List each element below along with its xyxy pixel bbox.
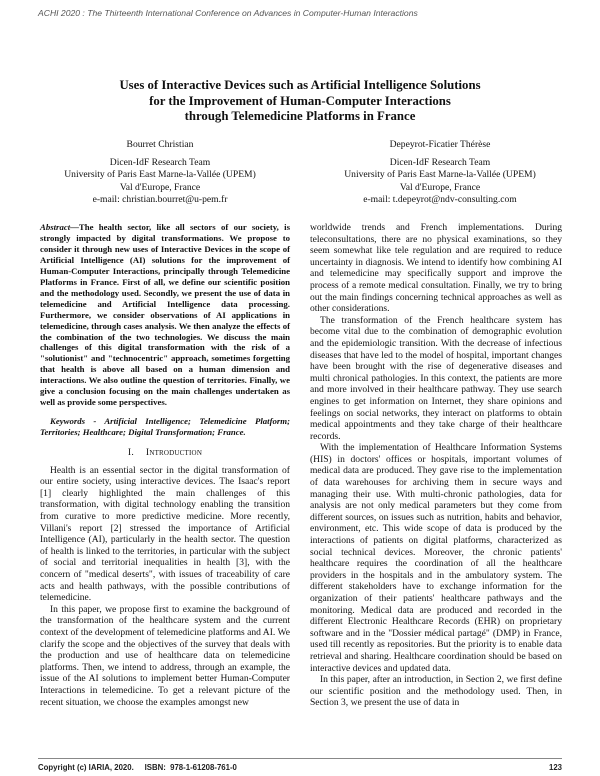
keywords: Keywords - Artificial Intelligence; Telemedicine Platform; Territories; Healthcare; Digital Transformation; France. (40, 416, 290, 438)
section-heading (40, 447, 290, 459)
paragraph: The transformation of the French healthcare system has become vital due to the combination of demographic evolution and the epidemiologic transition. With the decrease of infectious diseases that have led to the model of hospital, important changes have been brought with the rise of degenerative diseases and multi chronical pathologies. In this context, the patients are more and more involved in their healthcare pathway. They use search engines to get information on Internet, they share opinions and feelings on social networks, they interact on platforms to obtain medical appointments and they take charge of their healthcare records. (310, 314, 562, 442)
author-affiliation: Dicen-IdF Research Team (389, 157, 491, 169)
author-email: e-mail: t.depeyrot@ndv-consulting.com (363, 193, 517, 205)
author-location: Val d'Europe, France (119, 181, 201, 193)
paragraph: worldwide trends and French implementations. During teleconsultations, there are no physical examinations, so they seem somewhat like tele regulation and are required to reduce uncertainty in diagnosis. We intend to identify how combining AI and telemedicine may specifically support and improve the process of a remote medical consultation. Finally, we try to bring out the main findings concerning technical approaches as well as other considerations. (310, 222, 562, 315)
section-title: Introduction (145, 447, 203, 459)
paragraph: Health is an essential sector in the digital transformation of our entire society, using interactive devices. The Isaac's report [1] clearly highlighted the main challenges of this transformation, with digital technology enabling the transition from curative to more predictive medicine. More recently, Villani's report [2] stressed the importance of Artificial Intelligence (AI), particularly in the health sector. The question of health is linked to the territories, in particular with the subject of social and territorial inequalities in health [3], with the concern of "medical deserts", with issues of traceability of care acts and health pathways, with the possible contributions of telemedicine. (40, 464, 290, 604)
paragraph: In this paper, we propose first to examine the background of the transformation of the healthcare system and the current context of the development of telemedicine platforms and AI. We clarify the scope and the objectives of the survey that deals with the production and use of healthcare data on telemedicine platforms. Then, we intend to address, through an example, the issue of the AI solutions to implement better Human-Computer Interactions in telemedicine. To get a relevant picture of the recent situation, we choose the examples amongst new (40, 603, 290, 708)
paragraph: In this paper, after an introduction, in Section 2, we first define our scientific position and the methodology used. Then, in Section 3, we present the use of data in (310, 674, 562, 709)
footer-divider (38, 758, 562, 759)
right-column (310, 222, 562, 709)
running-header: ACHI 2020 : The Thirteenth International Conference on Advances in Computer-Human Interactions (38, 8, 418, 18)
author-location: Val d'Europe, France (399, 181, 481, 193)
author-university: University of Paris East Marne-la-Vallée (UPEM) (64, 169, 256, 181)
paragraph: With the implementation of Healthcare Information Systems (HIS) in doctors' offices or hospitals, important volumes of medical data are produced. They gave rise to the implementation of data warehouses for archiving them in secure ways and managing their use. With multi-chronic pathologies, data for analysis are not only medical parameters but they come from different sources, on issues such as nutrition, habits and behavior, environment, etc. This wide scope of data is produced by the interactions of patients on digital platforms, characterized as social technical devices. Moreover, the chronic patients' healthcare requires the coordination of all the healthcare providers in the hospitals and in the ambulatory system. The different stakeholders have to exchange information for the organization of their patients' healthcare pathways and the monitoring. Medical data are produced and recorded in the different Electronic Healthcare Records (EHR) on proprietary software and in the "Dossier médical partagé" (DMP) in France, used till recently as repositories. But the priority is to enable data retrieval and sharing. Healthcare coordination should be based on interactive devices and updated data. (310, 442, 562, 674)
footer-copyright: Copyright (c) IARIA, 2020. ISBN: 978-1-61208-761-0 (38, 763, 237, 772)
abstract (40, 222, 290, 408)
author-name: Depeyrot-Ficatier Thérèse (389, 139, 491, 150)
section-number: I. (127, 447, 134, 459)
paper-title (40, 78, 560, 125)
author-email: e-mail: christian.bourret@u-pem.fr (92, 193, 228, 205)
abstract-lead: Abstract (40, 222, 71, 232)
abstract-text: —The health sector, like all sectors of our society, is strongly impacted by digital transformations. We propose to consider it through new uses of Interactive Devices in the scope of Artificial Intelligence (AI) solutions for the improvement of Human-Computer Interactions, principally through Telemedicine Platforms in France. First of all, we define our scientific position and the methodology used. Secondly, we present the use of data in telemedicine and Artificial Intelligence data processing. Furthermore, we consider observations of AI applications in telemedicine, through cases analysis. We then analyze the effects of the combination of the two technologies. We discuss the main challenges of this digital transformation with the risk of a "solutionist" and "technocentric" approach, sometimes forgetting that health is above all based on a human dimension and interactions. We also outline the question of territories. Finally, we give a conclusion focusing on the main challenges undertaken as well as provide some perspectives. (40, 222, 290, 408)
author-block-2 (320, 139, 560, 206)
author-block-1 (40, 139, 280, 206)
author-name: Bourret Christian (126, 139, 194, 150)
title-line-3: through Telemedicine Platforms in France (184, 109, 416, 124)
title-line-1: Uses of Interactive Devices such as Artificial Intelligence Solutions (119, 78, 481, 92)
page-number: 123 (548, 763, 562, 772)
title-line-2: for the Improvement of Human-Computer Interactions (149, 93, 451, 108)
left-column (40, 222, 290, 708)
author-affiliation: Dicen-IdF Research Team (109, 157, 211, 169)
author-university: University of Paris East Marne-la-Vallée (UPEM) (344, 169, 536, 181)
